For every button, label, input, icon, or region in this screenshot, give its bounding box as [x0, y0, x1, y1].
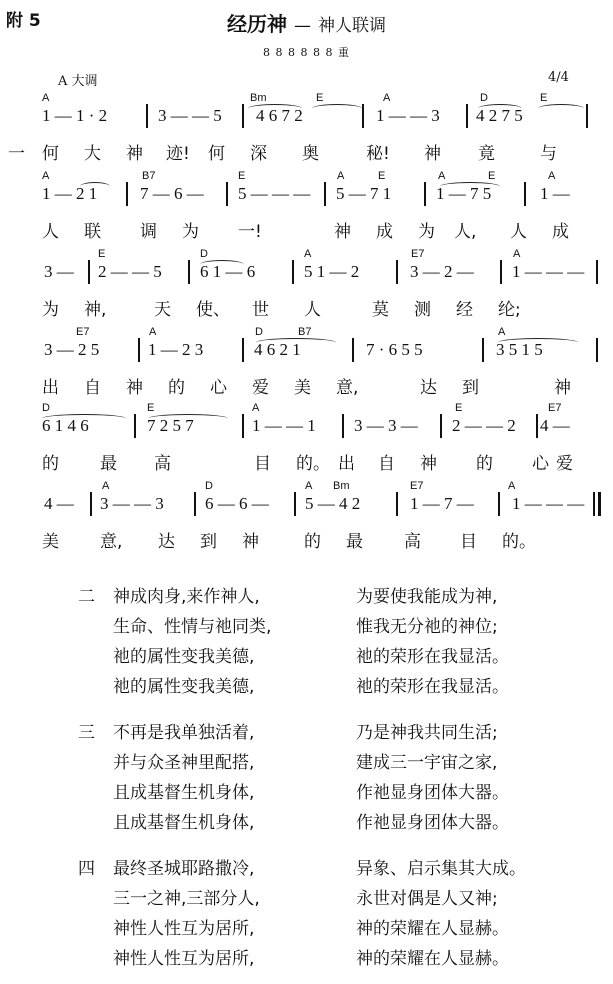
- verse-line-right: 异象、启示集其大成。: [356, 859, 526, 879]
- barline: [324, 182, 326, 206]
- chord-symbol: E: [378, 170, 386, 182]
- chord-symbol: D: [480, 92, 488, 104]
- tie-slur: [440, 182, 500, 191]
- lyric-syllable: 人: [510, 222, 527, 242]
- verse-line-right: 作祂显身团体大器。: [356, 813, 509, 833]
- measure-notes: 1 — — —: [512, 494, 585, 513]
- barline: [292, 260, 294, 284]
- measure-notes: 5 — — —: [238, 184, 311, 203]
- lyric-syllable: 成: [376, 222, 393, 242]
- lyric-syllable: 最: [346, 532, 363, 552]
- measure-notes: 4 6 7 2: [256, 106, 303, 125]
- barline: [482, 338, 484, 362]
- lyric-syllable: 的。: [296, 454, 330, 474]
- lyric-syllable: 为: [418, 222, 435, 242]
- chord-symbol: A: [252, 402, 260, 414]
- chord-symbol: A: [149, 326, 157, 338]
- lyric-syllable: 测: [414, 300, 431, 320]
- measure-notes: 3 — — 3: [100, 494, 164, 513]
- appendix-label: 附 5: [6, 11, 41, 31]
- lyric-syllable: 人: [304, 300, 321, 320]
- chord-symbol: E7: [410, 480, 424, 492]
- chord-symbol: A: [513, 248, 521, 260]
- barline: [242, 414, 244, 438]
- barline: [342, 414, 344, 438]
- lyric-syllable: 为: [42, 300, 59, 320]
- measure-notes: 1 — — 3: [376, 106, 440, 125]
- lyric-syllable: 的: [304, 532, 321, 552]
- lyric-syllable: 目: [460, 532, 477, 552]
- barline: [596, 260, 598, 284]
- measure-notes: 4 6 2 1: [254, 340, 301, 359]
- lyric-syllable: 最: [100, 454, 117, 474]
- barline: [242, 338, 244, 362]
- chord-symbol: B7: [298, 326, 312, 338]
- lyric-syllable: 的。: [502, 532, 536, 552]
- measure-notes: 3 — 3 —: [354, 416, 418, 435]
- chord-symbol: D: [42, 402, 50, 414]
- chord-symbol: E7: [76, 326, 90, 338]
- lyric-syllable: 大: [84, 144, 101, 164]
- barline: [362, 104, 364, 128]
- verse-number: 三: [78, 723, 95, 743]
- lyric-syllable: 神: [126, 378, 143, 398]
- lyric-syllable: 自: [378, 454, 395, 474]
- barline: [536, 414, 538, 438]
- verse-line-right: 惟我无分祂的神位;: [356, 617, 498, 637]
- lyric-syllable: 达: [158, 532, 175, 552]
- lyric-syllable: 人: [42, 222, 59, 242]
- barline: [146, 104, 148, 128]
- chord-symbol: A: [383, 92, 391, 104]
- lyric-syllable: 到: [200, 532, 217, 552]
- lyric-syllable: 神: [126, 144, 143, 164]
- barline: [88, 260, 90, 284]
- lyric-syllable: 调: [140, 222, 157, 242]
- verse-line-right: 神的荣耀在人显赫。: [356, 949, 509, 969]
- lyric-syllable: 神,: [84, 300, 107, 320]
- chord-symbol: Bm: [250, 92, 267, 104]
- chord-symbol: A: [438, 170, 446, 182]
- chord-symbol: E: [540, 92, 548, 104]
- barline: [424, 182, 426, 206]
- measure-notes: 5 — 7 1: [336, 184, 392, 203]
- lyric-syllable: 迹!: [166, 144, 190, 164]
- chord-symbol: E: [488, 170, 496, 182]
- measure-notes: 2 — — 5: [98, 262, 162, 281]
- chord-symbol: A: [102, 480, 110, 492]
- lyric-syllable: 何: [208, 144, 225, 164]
- chord-symbol: E: [98, 248, 106, 260]
- lyric-syllable: 何: [42, 144, 59, 164]
- lyric-syllable: 出: [338, 454, 355, 474]
- lyric-syllable: 一!: [238, 222, 262, 242]
- measure-notes: 3 — — 5: [158, 106, 222, 125]
- verse-line-right: 神的荣耀在人显赫。: [356, 919, 509, 939]
- lyric-syllable: 爱: [556, 454, 573, 474]
- chord-symbol: A: [508, 480, 516, 492]
- lyric-syllable: 出: [42, 378, 59, 398]
- tie-slur: [538, 104, 584, 113]
- tie-slur: [42, 414, 126, 423]
- lyric-syllable: 使、: [196, 300, 230, 320]
- measure-notes: 5 — 4 2: [305, 494, 361, 513]
- verse-number: 二: [78, 587, 95, 607]
- barline: [294, 492, 296, 516]
- chord-symbol: Bm: [333, 480, 350, 492]
- barline: [466, 104, 468, 128]
- lyric-syllable: 一: [8, 144, 25, 164]
- barline: [352, 338, 354, 362]
- verse-line-left: 并与众圣神里配搭,: [113, 753, 255, 773]
- verse-number: 四: [78, 859, 95, 879]
- barline: [498, 492, 500, 516]
- chord-symbol: A: [304, 248, 312, 260]
- verse-line-right: 祂的荣形在我显活。: [356, 647, 509, 667]
- lyric-syllable: 莫: [372, 300, 389, 320]
- barline: [226, 182, 228, 206]
- barline: [500, 260, 502, 284]
- chord-symbol: D: [255, 326, 263, 338]
- verse-line-right: 作祂显身团体大器。: [356, 783, 509, 803]
- tie-slur: [256, 338, 336, 347]
- verse-line-left: 神性人性互为居所,: [113, 949, 255, 969]
- lyric-syllable: 达: [420, 378, 437, 398]
- lyric-syllable: 自: [84, 378, 101, 398]
- measure-notes: 1 — — 1: [252, 416, 316, 435]
- measure-notes: 6 1 — 6: [200, 262, 256, 281]
- lyric-syllable: 纶;: [498, 300, 521, 320]
- lyric-syllable: 深: [250, 144, 267, 164]
- lyric-syllable: 神: [424, 144, 441, 164]
- measure-notes: 7 — 6 —: [140, 184, 204, 203]
- lyric-syllable: 天: [154, 300, 171, 320]
- barline: [596, 338, 598, 362]
- measure-notes: 1 — 7 5: [436, 184, 492, 203]
- key-signature: A 大调: [58, 74, 98, 89]
- measure-notes: 1 — 2 1: [42, 184, 98, 203]
- tie-slur: [148, 414, 228, 423]
- chord-symbol: E: [455, 402, 463, 414]
- chord-symbol: B7: [142, 170, 156, 182]
- tie-slur: [498, 338, 578, 347]
- title-dash: —: [294, 16, 311, 36]
- lyric-syllable: 的: [168, 378, 185, 398]
- lyric-syllable: 爱: [252, 378, 269, 398]
- lyric-syllable: 高: [154, 454, 171, 474]
- chord-symbol: A: [305, 480, 313, 492]
- lyric-syllable: 到: [462, 378, 479, 398]
- time-signature: 4/4: [548, 70, 569, 85]
- lyric-syllable: 神: [334, 222, 351, 242]
- lyric-syllable: 心: [210, 378, 227, 398]
- measure-notes: 3 — 2 5: [44, 340, 100, 359]
- meter-label: 8 8 8 8 8 8 重: [263, 46, 350, 59]
- verse-line-left: 三一之神,三部分人,: [113, 889, 260, 909]
- chord-symbol: E: [147, 402, 155, 414]
- lyric-syllable: 的: [42, 454, 59, 474]
- lyric-syllable: 意,: [336, 378, 359, 398]
- chord-symbol: A: [42, 170, 50, 182]
- title-sub: 神人联调: [317, 16, 386, 36]
- verse-line-left: 祂的属性变我美德,: [113, 677, 255, 697]
- lyric-syllable: 美: [42, 532, 59, 552]
- measure-notes: 3 — 2 —: [410, 262, 474, 281]
- lyric-syllable: 美: [294, 378, 311, 398]
- verse-line-right: 永世对偶是人又神;: [356, 889, 498, 909]
- barline: [194, 492, 196, 516]
- chord-symbol: A: [42, 92, 50, 104]
- lyric-syllable: 意,: [100, 532, 123, 552]
- barline: [188, 260, 190, 284]
- chord-symbol: D: [200, 248, 208, 260]
- verse-line-left: 且成基督生机身体,: [113, 783, 255, 803]
- verse-line-left: 神成肉身,来作神人,: [113, 587, 260, 607]
- measure-notes: 1 — 1 · 2: [42, 106, 108, 125]
- tie-slur: [200, 260, 244, 269]
- chord-symbol: E: [238, 170, 246, 182]
- measure-notes: 1 — 2 3: [148, 340, 204, 359]
- lyric-syllable: 奥: [302, 144, 319, 164]
- measure-notes: 4 —: [540, 416, 570, 435]
- verse-line-left: 且成基督生机身体,: [113, 813, 255, 833]
- chord-symbol: A: [548, 170, 556, 182]
- verse-line-right: 建成三一宇宙之家,: [356, 753, 498, 773]
- lyric-syllable: 人,: [454, 222, 477, 242]
- tie-slur: [248, 104, 302, 113]
- tie-slur: [478, 104, 522, 113]
- lyric-syllable: 世: [252, 300, 269, 320]
- measure-notes: 4 —: [44, 494, 74, 513]
- verse-line-left: 不再是我单独活着,: [113, 723, 255, 743]
- barline: [396, 492, 398, 516]
- lyric-syllable: 神: [420, 454, 437, 474]
- measure-notes: 7 2 5 7: [147, 416, 194, 435]
- final-barline: [593, 492, 595, 516]
- chord-symbol: D: [205, 480, 213, 492]
- barline: [126, 182, 128, 206]
- lyric-syllable: 神: [554, 378, 571, 398]
- chord-symbol: E7: [411, 248, 425, 260]
- barline: [134, 414, 136, 438]
- title-main: 经历神: [227, 12, 288, 36]
- lyric-syllable: 为: [182, 222, 199, 242]
- tie-slur: [312, 104, 362, 113]
- lyric-syllable: 竟: [478, 144, 495, 164]
- barline: [440, 414, 442, 438]
- lyric-syllable: 的: [476, 454, 493, 474]
- verse-line-right: 乃是神我共同生活;: [356, 723, 498, 743]
- verse-line-left: 祂的属性变我美德,: [113, 647, 255, 667]
- verse-line-right: 为要使我能成为神,: [356, 587, 498, 607]
- measure-notes: 1 — — —: [512, 262, 585, 281]
- barline: [524, 182, 526, 206]
- lyric-syllable: 联: [84, 222, 101, 242]
- chord-symbol: E: [316, 92, 324, 104]
- measure-notes: 7 · 6 5 5: [366, 340, 423, 359]
- barline: [90, 492, 92, 516]
- lyric-syllable: 成: [552, 222, 569, 242]
- barline: [242, 104, 244, 128]
- lyric-syllable: 心: [532, 454, 549, 474]
- measure-notes: 3 5 1 5: [496, 340, 543, 359]
- verse-line-right: 祂的荣形在我显活。: [356, 677, 509, 697]
- tie-slur: [80, 182, 110, 191]
- barline: [586, 104, 588, 128]
- measure-notes: 4 2 7 5: [476, 106, 523, 125]
- chord-symbol: A: [498, 326, 506, 338]
- measure-notes: 1 —: [540, 184, 570, 203]
- verse-line-left: 生命、性情与祂同类,: [113, 617, 272, 637]
- final-barline-thick: [598, 492, 601, 516]
- lyric-syllable: 目: [254, 454, 271, 474]
- barline: [138, 338, 140, 362]
- lyric-syllable: 神: [242, 532, 259, 552]
- measure-notes: 2 — — 2: [452, 416, 516, 435]
- measure-notes: 5 1 — 2: [304, 262, 360, 281]
- barline: [396, 260, 398, 284]
- measure-notes: 6 1 4 6: [42, 416, 89, 435]
- lyric-syllable: 秘!: [366, 144, 390, 164]
- hymn-title: [0, 8, 613, 37]
- chord-symbol: A: [337, 170, 345, 182]
- lyric-syllable: 经: [456, 300, 473, 320]
- lyric-syllable: 与: [540, 144, 557, 164]
- measure-notes: 1 — 7 —: [410, 494, 474, 513]
- verse-line-left: 最终圣城耶路撒冷,: [113, 859, 255, 879]
- chord-symbol: E7: [548, 402, 562, 414]
- verse-line-left: 神性人性互为居所,: [113, 919, 255, 939]
- measure-notes: 3 —: [44, 262, 74, 281]
- measure-notes: 6 — 6 —: [205, 494, 269, 513]
- lyric-syllable: 高: [404, 532, 421, 552]
